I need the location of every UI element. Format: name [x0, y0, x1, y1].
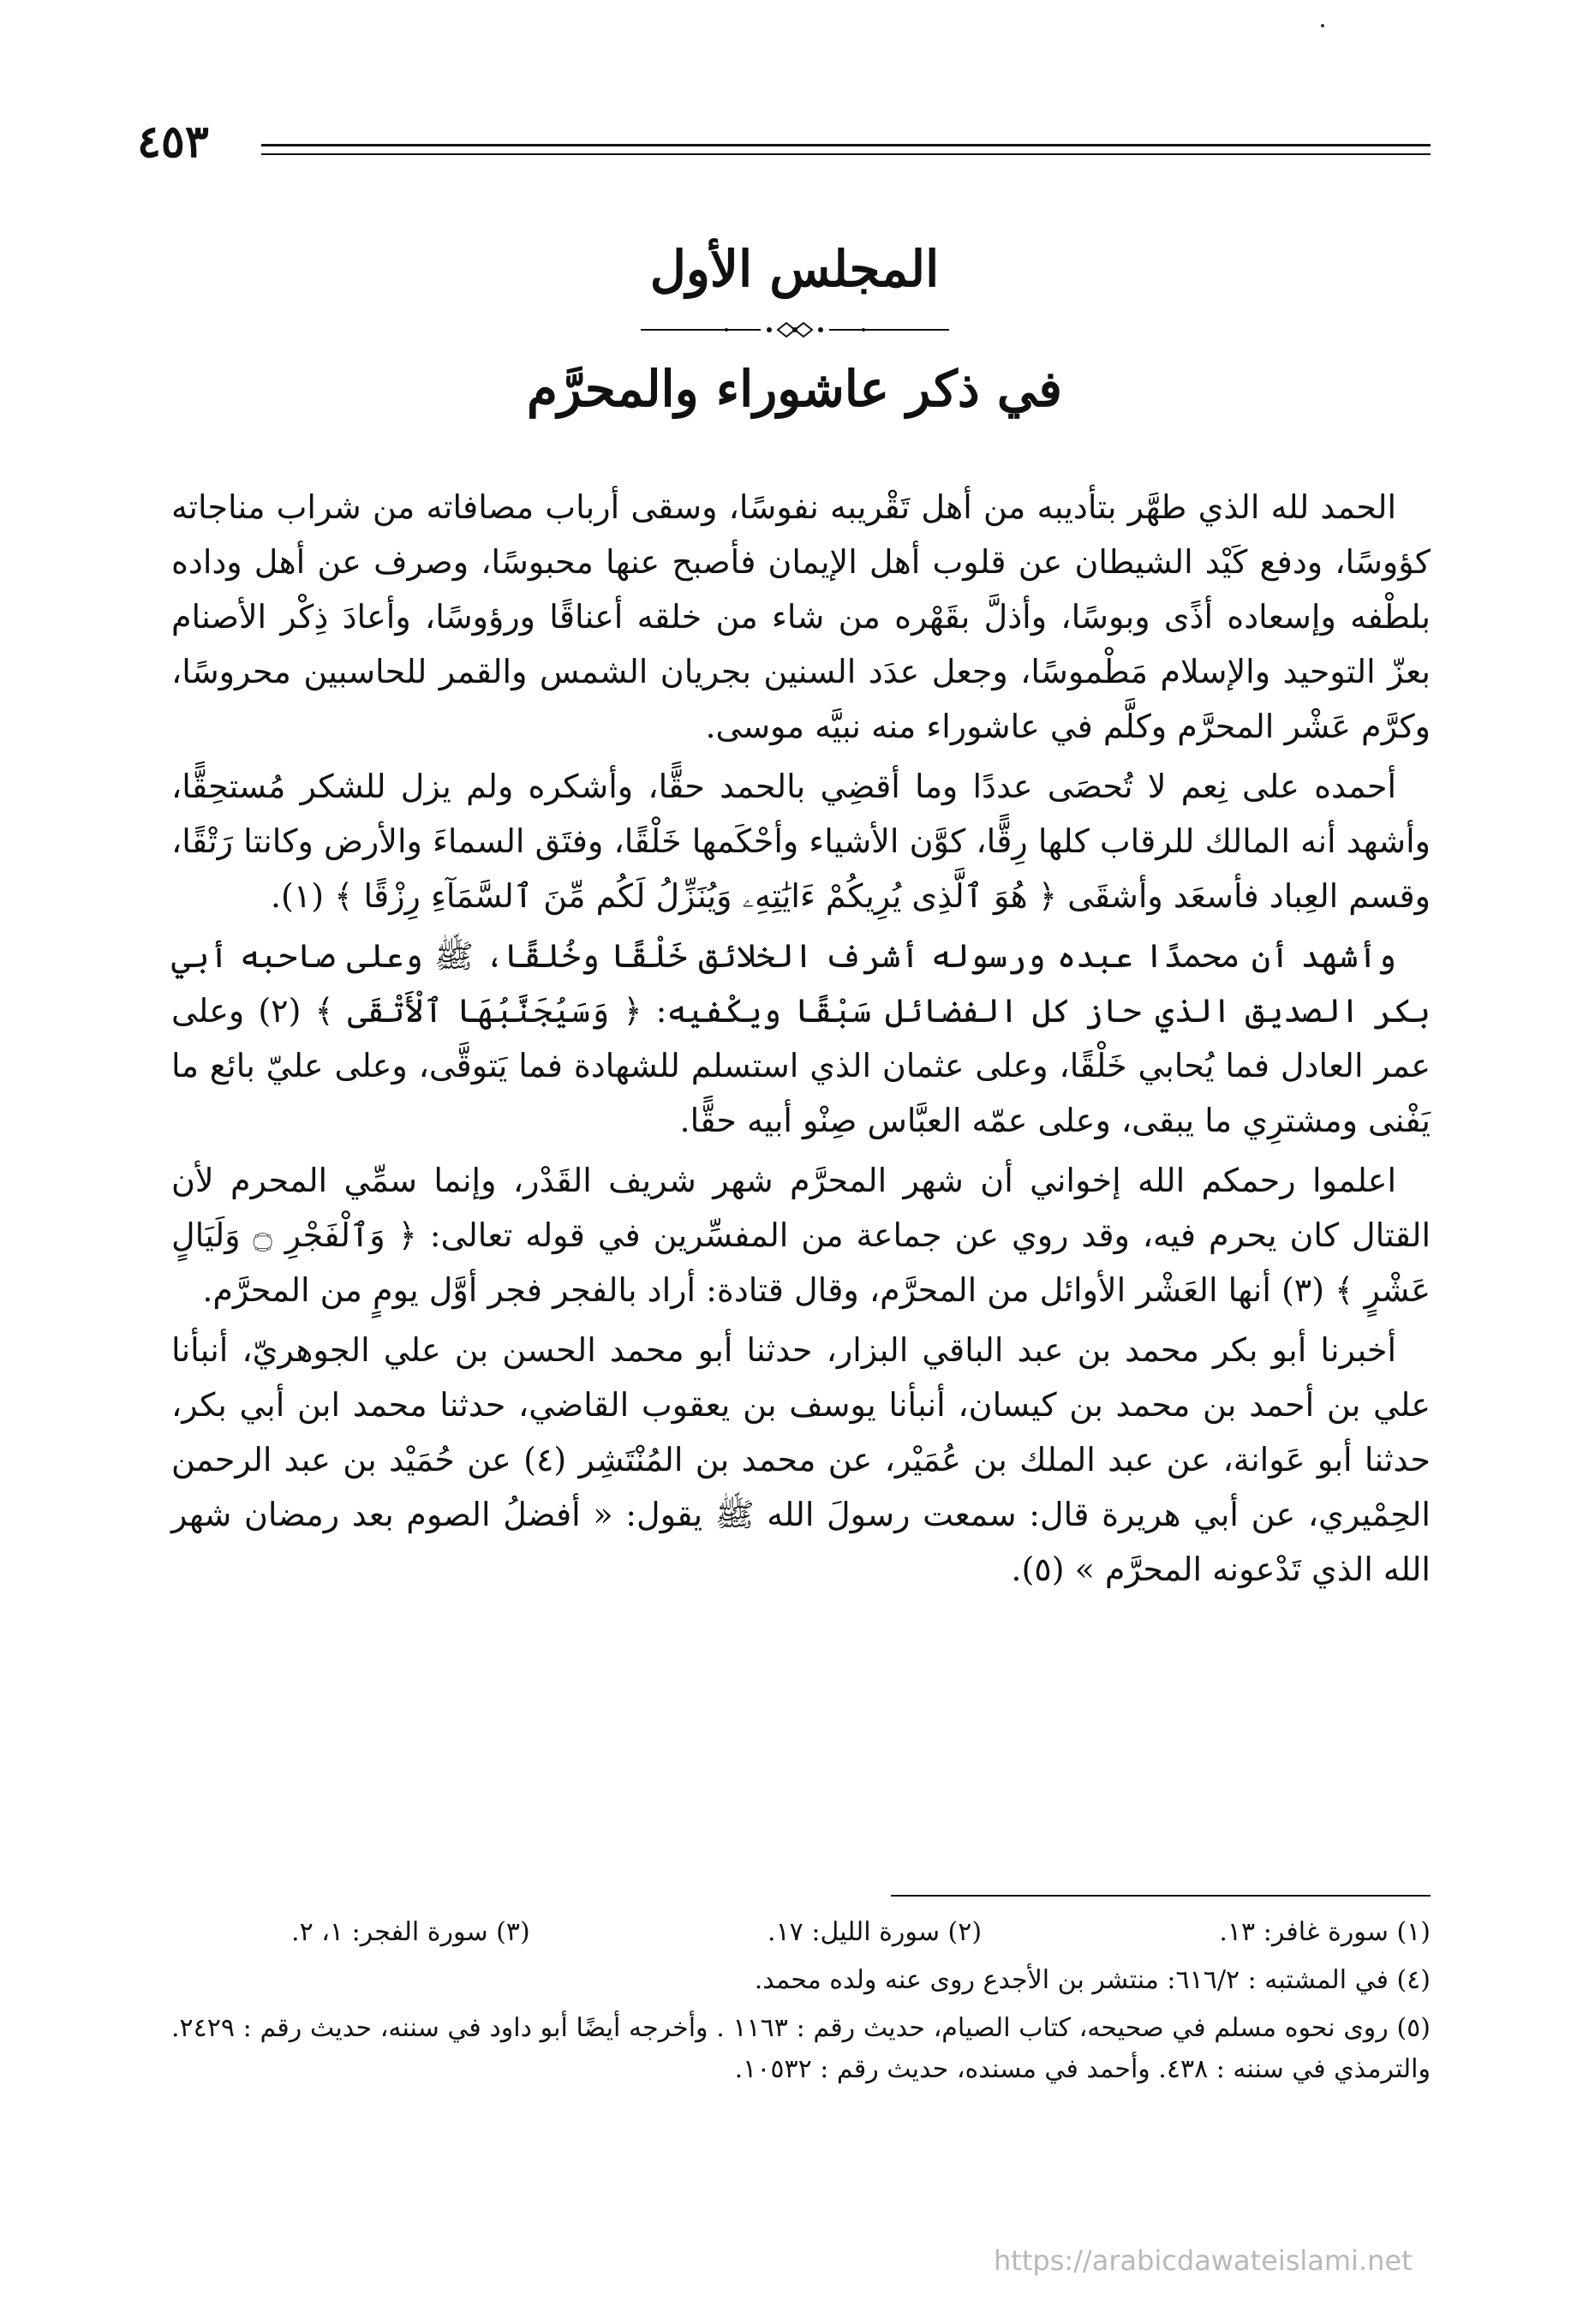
footnote-row — [291, 1912, 1431, 1953]
page-number: ٤٥٣ — [137, 116, 209, 168]
footnote-4: (٤) في المشتبه : ٦١٦/٢: منتشر بن الأجدع روى عنه ولده محمد. — [754, 1965, 1431, 1995]
paragraph: أحمده على نِعم لا تُحصَى عددًا وما أقضِي بالحمد حقًّا، وأشكره ولم يزل للشكر مُستحِقًّا، وأشهد أنه المالك للرقاب كلها رِقًّا، كوَّن الأشياء وأحْكَمها خَلْقًا، وفتَق السماءَ والأرض وكانتا رَتْقًا، وقسم العِباد فأسعَد وأشقَى ﴿ هُوَ ٱلَّذِى يُرِيكُمْ ءَايَٰتِهِۦ وَيُنَزِّلُ لَكُم مِّنَ ٱلسَّمَآءِ رِزْقًا ﴾ (١). — [171, 768, 1431, 915]
footnote-3: (٣) سورة الفجر: ١، ٢. — [291, 1917, 530, 1947]
chapter-title: المجلس الأول — [649, 240, 940, 298]
ornament-divider-icon — [641, 319, 949, 341]
scan-speck — [1321, 24, 1324, 27]
chapter-subtitle: في ذكر عاشوراء والمحرَّم — [526, 360, 1062, 418]
paragraph: أخبرنا أبو بكر محمد بن عبد الباقي البزار، حدثنا أبو محمد الحسن بن علي الجوهريّ، أنبأنا علي بن أحمد بن محمد بن كيسان، أنبأنا يوسف بن يعقوب القاضي، حدثنا محمد ابن أبي بكر، حدثنا أبو عَوانة، عن عبد الملك بن عُمَيْر، عن محمد بن المُنْتَشِر (٤) عن حُمَيْد بن عبد الرحمن الحِمْيري، عن أبي هريرة قال: سمعت رسولَ الله ﷺ يقول: « أفضلُ الصوم بعد رمضان شهر الله الذي تَدْعونه المحرَّم » (٥). — [171, 1331, 1431, 1588]
footnote-rule — [891, 1895, 1431, 1897]
footnote-5: (٥) روى نحوه مسلم في صحيحه، كتاب الصيام، حديث رقم : ١١٦٣ . وأخرجه أيضًا أبو داود في سننه، حديث رقم : ٢٤٢٩. والترمذي في سننه : ٤٣٨. وأحمد في مسنده، حديث رقم : ١٠٥٣٢. — [171, 2013, 1431, 2084]
paragraph: اعلموا رحمكم الله إخواني أن شهر المحرَّم شهر شريف القَدْر، وإنما سمِّي المحرم لأن القتال كان يحرم فيه، وقد روي عن جماعة من المفسِّرين في قوله تعالى: ﴿ وَٱلْفَجْرِ ۝ وَلَيَالٍ عَشْرٍ ﴾ (٣) أنها العَشْر الأوائل من المحرَّم، وقال قتادة: أراد بالفجر فجر أوَّل يومٍ من المحرَّم. — [171, 1162, 1431, 1309]
watermark-url: https://arabicdawateislami.net — [994, 2244, 1413, 2277]
header-rule — [261, 144, 1431, 155]
paragraph: وأشهد أن محمدًا عبده ورسوله أشرف الخلائق خَلْقًا وخُلقًا، ﷺ وعلى صاحبه أبي بكر الصديق الذي حاز كل الفضائل سَبْقًا ويكْفيه: ﴿ وَسَيُجَنَّبُهَا ٱلْأَتْقَى ﴾ (٢) وعلى عمر العادل فما يُحابي خَلْقًا، وعلى عثمان الذي استسلم للشهادة فما يَتوقَّى، وعلى عليّ بائع ما يَفْنى ومشترِي ما يبقى، وعلى عمّه العبَّاس صِنْو أبيه حقًّا. — [171, 937, 1431, 1139]
footnote-1: (١) سورة غافر: ١٣. — [1219, 1917, 1431, 1947]
paragraph: الحمد لله الذي طهَّر بتأديبه من أهل تَقْريبه نفوسًا، وسقى أرباب مصافاته من شراب مناجاته كؤوسًا، ودفع كَيْد الشيطان عن قلوب أهل الإيمان فأصبح عنها محبوسًا، وصرف عن أهل وداده بلطْفه وإسعاده أذًى وبوسًا، وأذلَّ بقَهْره من شاء من خلقه أعناقًا ورؤوسًا، وأعادَ ذِكْر الأصنام بعزّ التوحيد والإسلام مَطْموسًا، وجعل عدَد السنين بجريان الشمس والقمر للحاسبين محروسًا، وكرَّم عَشْر المحرَّم وكلَّم في عاشوراء منه نبيَّه موسى. — [171, 488, 1431, 745]
footnote-2: (٢) سورة الليل: ١٧. — [768, 1917, 983, 1947]
footnotes — [171, 1912, 1431, 2090]
main-text — [171, 480, 1431, 1602]
